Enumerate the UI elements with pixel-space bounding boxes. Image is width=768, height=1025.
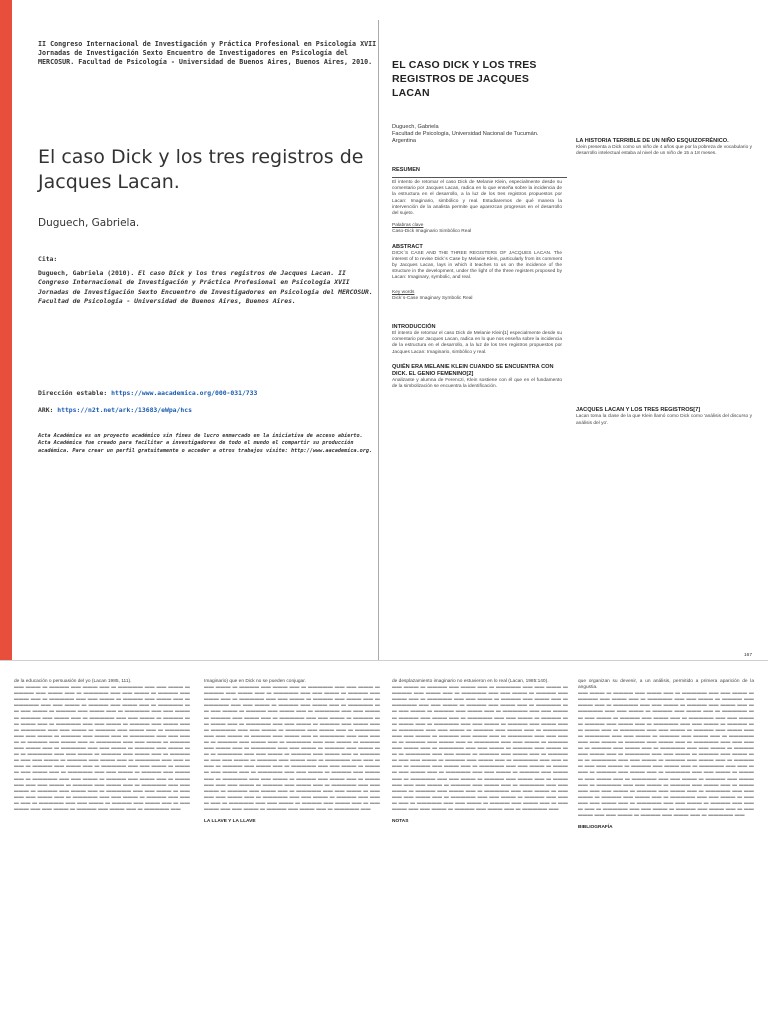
historia-heading: LA HISTORIA TERRIBLE DE UN NIÑO ESQUIZOFRÉNICO. — [576, 138, 729, 144]
citation-body: El caso Dick y los tres registros de Jacques Lacan. II Congreso Internacional de Investigación y Práctica Profesional en Psicología XVII Jornadas de Investigación Sexto Encuentro de Investigadores en Psicología del MERCOSUR. Facultad de Psicología - Universidad de Buenos Aires, Buenos Aires. — [38, 268, 373, 305]
article-column-left — [392, 58, 562, 390]
jacques-text: Lacan toma la clase de la que Klein llamó como Dick como 'análisis del discurso y análisis del yo'. — [576, 414, 752, 426]
palabras-clave-heading: Palabras clave — [392, 223, 424, 229]
col4-filler: ▬▬ ▬▬▬ ▬ ▬▬▬▬ ▬▬ ▬▬▬ ▬▬ ▬ ▬▬▬▬▬ ▬▬ ▬▬ ▬▬▬ ▬ ▬▬▬▬ ▬▬ ▬▬▬ ▬▬ ▬ ▬▬▬▬▬ ▬▬ ▬▬ ▬▬▬ ▬ ▬▬▬▬ ▬▬ ▬▬▬ ▬▬ ▬ ▬▬▬▬▬ ▬▬ ▬▬ ▬▬▬ ▬ ▬▬▬▬ ▬▬ ▬▬▬ ▬▬ ▬ ▬▬▬▬▬ ▬▬ ▬▬ ▬▬▬ ▬ ▬▬▬▬ ▬▬ ▬▬▬ ▬▬ ▬ ▬▬▬▬▬ ▬▬ ▬▬ ▬▬▬ ▬ ▬▬▬▬ ▬▬ ▬▬▬ ▬▬ ▬ ▬▬▬▬▬ ▬▬ ▬▬ ▬▬▬ ▬ ▬▬▬▬ ▬▬ ▬▬▬ ▬▬ ▬ ▬▬▬▬▬ ▬▬ ▬▬ ▬▬▬ ▬ ▬▬▬▬ ▬▬ ▬▬▬ ▬▬ ▬ ▬▬▬▬▬ ▬▬ ▬▬ ▬▬▬ ▬ ▬▬▬▬ ▬▬ ▬▬▬ ▬▬ ▬ ▬▬▬▬▬ ▬▬ ▬▬ ▬▬▬ ▬ ▬▬▬▬ ▬▬ ▬▬▬ ▬▬ ▬ ▬▬▬▬▬ ▬▬ ▬▬ ▬▬▬ ▬ ▬▬▬▬ ▬▬ ▬▬▬ ▬▬ ▬ ▬▬▬▬▬ ▬▬ ▬▬ ▬▬▬ ▬ ▬▬▬▬ ▬▬ ▬▬▬ ▬▬ ▬ ▬▬▬▬▬ ▬▬ ▬▬ ▬▬▬ ▬ ▬▬▬▬ ▬▬ ▬▬▬ ▬▬ ▬ ▬▬▬▬▬ ▬▬ ▬▬ ▬▬▬ ▬ ▬▬▬▬ ▬▬ ▬▬▬ ▬▬ ▬ ▬▬▬▬▬ ▬▬ ▬▬ ▬▬▬ ▬ ▬▬▬▬ ▬▬ ▬▬▬ ▬▬ ▬ ▬▬▬▬▬ ▬▬ ▬▬ ▬▬▬ ▬ ▬▬▬▬ ▬▬ ▬▬▬ ▬▬ ▬ ▬▬▬▬▬ ▬▬ ▬▬ ▬▬▬ ▬ ▬▬▬▬ ▬▬ ▬▬▬ ▬▬ ▬ ▬▬▬▬▬ ▬▬ ▬▬ ▬▬▬ ▬ ▬▬▬▬ ▬▬ ▬▬▬ ▬▬ ▬ ▬▬▬▬▬ ▬▬ ▬▬ ▬▬▬ ▬ ▬▬▬▬ ▬▬ ▬▬▬ ▬▬ ▬ ▬▬▬▬▬ ▬▬ ▬▬ ▬▬▬ ▬ ▬▬▬▬ ▬▬ ▬▬▬ ▬▬ ▬ ▬▬▬▬▬ ▬▬ ▬▬ ▬▬▬ ▬ ▬▬▬▬ ▬▬ ▬▬▬ ▬▬ ▬ ▬▬▬▬▬ ▬▬ ▬▬ ▬▬▬ ▬ ▬▬▬▬ ▬▬ ▬▬▬ ▬▬ ▬ ▬▬▬▬▬ ▬▬ ▬▬ ▬▬▬ ▬ ▬▬▬▬ ▬▬ ▬▬▬ ▬▬ ▬ ▬▬▬▬▬ ▬▬ ▬▬ ▬▬▬ ▬ ▬▬▬▬ ▬▬ ▬▬▬ ▬▬ ▬ ▬▬▬▬▬ ▬▬ ▬▬ ▬▬▬ ▬ ▬▬▬▬ ▬▬ ▬▬▬ ▬▬ ▬ ▬▬▬▬▬ ▬▬ ▬▬ ▬▬▬ ▬ ▬▬▬▬ ▬▬ ▬▬▬ ▬▬ ▬ ▬▬▬▬▬ ▬▬ — [578, 691, 754, 819]
abstract-text: DICK´S CASE AND THE THREE REGISTERS OF JACQUES LACAN. The interest of to revise Dick´s Case by Melanie Klein, particularly from its comment by Jacques Lacan, lays in which it teaches to us on the incidence of the structure in the development, under the light of the three registers proposed by Lacan: Imaginary, symbolic, and real. — [392, 250, 562, 281]
llave-heading: LA LLAVE Y LA LLAVE — [204, 819, 256, 825]
stable-links — [38, 385, 378, 419]
page-number: 167 — [744, 653, 753, 658]
col2-text: Imaginario) que en Dick no se pueden conjugar. — [204, 679, 306, 684]
col1-text: de la educación o persuasión del yo (Lacan 1985, 111). — [14, 679, 132, 684]
ark-link[interactable]: https://n2t.net/ark:/13683/eWpa/hcs — [57, 405, 192, 414]
resumen-text: El intento de retomar el caso Dick de Melanie Klein, especialmente desde su comentario por Jacques Lacan, radica en lo que enseña sobre la incidencia de la estructura en el desarrollo, a la luz de los tres registros propuestos por Lacan: Imaginario, simbólico y real. Estudiaremos de qué manera la intervención de la analista permite que aparezcan progresos en el desarrollo del sujeto. — [392, 180, 562, 217]
body-column-4 — [578, 679, 754, 831]
congress-info: II Congreso Internacional de Investigación y Práctica Profesional en Psicología XVII Jornadas de Investigación Sexto Encuentro de Investigadores en Psicología del MERCOSUR. Facultad de Psicología - Universidad de Buenos Aires, Buenos Aires, 2010. — [38, 40, 377, 66]
notas-heading: NOTAS — [392, 819, 409, 825]
keywords-heading: Key words — [392, 289, 415, 295]
acta-note: Acta Académica es un proyecto académico sin fines de lucro enmarcado en la iniciativa de acceso abierto. Acta Académica fue creado para facilitar a investigadores de todo el mundo el compartir su producción académica. Para crear un perfil gratuitamente o acceder a otros trabajos visite: http://www.aacademica.org. — [38, 432, 373, 454]
divider — [392, 177, 567, 178]
palabras-clave: Caso-Dick Imaginario Simbólico Real — [392, 229, 472, 235]
direccion-link[interactable]: https://www.aacademica.org/000-031/733 — [111, 388, 258, 397]
second-page — [0, 660, 768, 1025]
col3-text: de desplazamiento imaginario no estuvieron en lo real (Lacan, 1985:140). — [392, 679, 549, 684]
cover-title: El caso Dick y los tres registros de Jacques Lacan. — [38, 146, 364, 193]
keywords: Dick´s-Case Imaginary Symbolic Real — [392, 295, 473, 301]
body-column-2 — [204, 679, 380, 825]
resumen-heading: RESUMEN — [392, 167, 420, 173]
cover-sheet — [38, 20, 379, 660]
abstract-heading: ABSTRACT — [392, 243, 423, 250]
col1-filler: ▬▬ ▬▬▬ ▬ ▬▬▬▬ ▬▬ ▬▬▬ ▬▬ ▬ ▬▬▬▬▬ ▬▬ ▬▬ ▬▬▬ ▬ ▬▬▬▬ ▬▬ ▬▬▬ ▬▬ ▬ ▬▬▬▬▬ ▬▬ ▬▬ ▬▬▬ ▬ ▬▬▬▬ ▬▬ ▬▬▬ ▬▬ ▬ ▬▬▬▬▬ ▬▬ ▬▬ ▬▬▬ ▬ ▬▬▬▬ ▬▬ ▬▬▬ ▬▬ ▬ ▬▬▬▬▬ ▬▬ ▬▬ ▬▬▬ ▬ ▬▬▬▬ ▬▬ ▬▬▬ ▬▬ ▬ ▬▬▬▬▬ ▬▬ ▬▬ ▬▬▬ ▬ ▬▬▬▬ ▬▬ ▬▬▬ ▬▬ ▬ ▬▬▬▬▬ ▬▬ ▬▬ ▬▬▬ ▬ ▬▬▬▬ ▬▬ ▬▬▬ ▬▬ ▬ ▬▬▬▬▬ ▬▬ ▬▬ ▬▬▬ ▬ ▬▬▬▬ ▬▬ ▬▬▬ ▬▬ ▬ ▬▬▬▬▬ ▬▬ ▬▬ ▬▬▬ ▬ ▬▬▬▬ ▬▬ ▬▬▬ ▬▬ ▬ ▬▬▬▬▬ ▬▬ ▬▬ ▬▬▬ ▬ ▬▬▬▬ ▬▬ ▬▬▬ ▬▬ ▬ ▬▬▬▬▬ ▬▬ ▬▬ ▬▬▬ ▬ ▬▬▬▬ ▬▬ ▬▬▬ ▬▬ ▬ ▬▬▬▬▬ ▬▬ ▬▬ ▬▬▬ ▬ ▬▬▬▬ ▬▬ ▬▬▬ ▬▬ ▬ ▬▬▬▬▬ ▬▬ ▬▬ ▬▬▬ ▬ ▬▬▬▬ ▬▬ ▬▬▬ ▬▬ ▬ ▬▬▬▬▬ ▬▬ ▬▬ ▬▬▬ ▬ ▬▬▬▬ ▬▬ ▬▬▬ ▬▬ ▬ ▬▬▬▬▬ ▬▬ ▬▬ ▬▬▬ ▬ ▬▬▬▬ ▬▬ ▬▬▬ ▬▬ ▬ ▬▬▬▬▬ ▬▬ ▬▬ ▬▬▬ ▬ ▬▬▬▬ ▬▬ ▬▬▬ ▬▬ ▬ ▬▬▬▬▬ ▬▬ ▬▬ ▬▬▬ ▬ ▬▬▬▬ ▬▬ ▬▬▬ ▬▬ ▬ ▬▬▬▬▬ ▬▬ ▬▬ ▬▬▬ ▬ ▬▬▬▬ ▬▬ ▬▬▬ ▬▬ ▬ ▬▬▬▬▬ ▬▬ ▬▬ ▬▬▬ ▬ ▬▬▬▬ ▬▬ ▬▬▬ ▬▬ ▬ ▬▬▬▬▬ ▬▬ ▬▬ ▬▬▬ ▬ ▬▬▬▬ ▬▬ ▬▬▬ ▬▬ ▬ ▬▬▬▬▬ ▬▬ ▬▬ ▬▬▬ ▬ ▬▬▬▬ ▬▬ ▬▬▬ ▬▬ ▬ ▬▬▬▬▬ ▬▬ ▬▬ ▬▬▬ ▬ ▬▬▬▬ ▬▬ ▬▬▬ ▬▬ ▬ ▬▬▬▬▬ ▬▬ ▬▬ ▬▬▬ ▬ ▬▬▬▬ ▬▬ ▬▬▬ ▬▬ ▬ ▬▬▬▬▬ ▬▬ ▬▬ ▬▬▬ ▬ ▬▬▬▬ ▬▬ ▬▬▬ ▬▬ ▬ ▬▬▬▬▬ ▬▬ ▬▬ ▬▬▬ ▬ ▬▬▬▬ ▬▬ ▬▬▬ ▬▬ ▬ ▬▬▬▬▬ ▬▬ ▬▬ ▬▬▬ ▬ ▬▬▬▬ ▬▬ ▬▬▬ ▬▬ ▬ ▬▬▬▬▬ ▬▬ — [14, 685, 190, 812]
body-column-3 — [392, 679, 568, 825]
author-name: Duguech, Gabriela — [392, 124, 439, 130]
cover-author: Duguech, Gabriela. — [38, 217, 140, 229]
accent-bar — [0, 0, 12, 660]
col2-filler: ▬▬ ▬▬▬ ▬ ▬▬▬▬ ▬▬ ▬▬▬ ▬▬ ▬ ▬▬▬▬▬ ▬▬ ▬▬ ▬▬▬ ▬ ▬▬▬▬ ▬▬ ▬▬▬ ▬▬ ▬ ▬▬▬▬▬ ▬▬ ▬▬ ▬▬▬ ▬ ▬▬▬▬ ▬▬ ▬▬▬ ▬▬ ▬ ▬▬▬▬▬ ▬▬ ▬▬ ▬▬▬ ▬ ▬▬▬▬ ▬▬ ▬▬▬ ▬▬ ▬ ▬▬▬▬▬ ▬▬ ▬▬ ▬▬▬ ▬ ▬▬▬▬ ▬▬ ▬▬▬ ▬▬ ▬ ▬▬▬▬▬ ▬▬ ▬▬ ▬▬▬ ▬ ▬▬▬▬ ▬▬ ▬▬▬ ▬▬ ▬ ▬▬▬▬▬ ▬▬ ▬▬ ▬▬▬ ▬ ▬▬▬▬ ▬▬ ▬▬▬ ▬▬ ▬ ▬▬▬▬▬ ▬▬ ▬▬ ▬▬▬ ▬ ▬▬▬▬ ▬▬ ▬▬▬ ▬▬ ▬ ▬▬▬▬▬ ▬▬ ▬▬ ▬▬▬ ▬ ▬▬▬▬ ▬▬ ▬▬▬ ▬▬ ▬ ▬▬▬▬▬ ▬▬ ▬▬ ▬▬▬ ▬ ▬▬▬▬ ▬▬ ▬▬▬ ▬▬ ▬ ▬▬▬▬▬ ▬▬ ▬▬ ▬▬▬ ▬ ▬▬▬▬ ▬▬ ▬▬▬ ▬▬ ▬ ▬▬▬▬▬ ▬▬ ▬▬ ▬▬▬ ▬ ▬▬▬▬ ▬▬ ▬▬▬ ▬▬ ▬ ▬▬▬▬▬ ▬▬ ▬▬ ▬▬▬ ▬ ▬▬▬▬ ▬▬ ▬▬▬ ▬▬ ▬ ▬▬▬▬▬ ▬▬ ▬▬ ▬▬▬ ▬ ▬▬▬▬ ▬▬ ▬▬▬ ▬▬ ▬ ▬▬▬▬▬ ▬▬ ▬▬ ▬▬▬ ▬ ▬▬▬▬ ▬▬ ▬▬▬ ▬▬ ▬ ▬▬▬▬▬ ▬▬ ▬▬ ▬▬▬ ▬ ▬▬▬▬ ▬▬ ▬▬▬ ▬▬ ▬ ▬▬▬▬▬ ▬▬ ▬▬ ▬▬▬ ▬ ▬▬▬▬ ▬▬ ▬▬▬ ▬▬ ▬ ▬▬▬▬▬ ▬▬ ▬▬ ▬▬▬ ▬ ▬▬▬▬ ▬▬ ▬▬▬ ▬▬ ▬ ▬▬▬▬▬ ▬▬ ▬▬ ▬▬▬ ▬ ▬▬▬▬ ▬▬ ▬▬▬ ▬▬ ▬ ▬▬▬▬▬ ▬▬ ▬▬ ▬▬▬ ▬ ▬▬▬▬ ▬▬ ▬▬▬ ▬▬ ▬ ▬▬▬▬▬ ▬▬ ▬▬ ▬▬▬ ▬ ▬▬▬▬ ▬▬ ▬▬▬ ▬▬ ▬ ▬▬▬▬▬ ▬▬ ▬▬ ▬▬▬ ▬ ▬▬▬▬ ▬▬ ▬▬▬ ▬▬ ▬ ▬▬▬▬▬ ▬▬ ▬▬ ▬▬▬ ▬ ▬▬▬▬ ▬▬ ▬▬▬ ▬▬ ▬ ▬▬▬▬▬ ▬▬ ▬▬ ▬▬▬ ▬ ▬▬▬▬ ▬▬ ▬▬▬ ▬▬ ▬ ▬▬▬▬▬ ▬▬ ▬▬ ▬▬▬ ▬ ▬▬▬▬ ▬▬ ▬▬▬ ▬▬ ▬ ▬▬▬▬▬ ▬▬ ▬▬ ▬▬▬ ▬ ▬▬▬▬ ▬▬ ▬▬▬ ▬▬ ▬ ▬▬▬▬▬ ▬▬ — [204, 685, 380, 812]
intro-text: El intento de retomar el caso Dick de Melanie Klein[1] especialmente desde su comentario por Jacques Lacan, radica en lo que nos enseña sobre la incidencia de la estructura en el desarrollo, a la luz de los tres registros propuestos por Jacques Lacan: Imaginario, simbólico y real. — [392, 331, 562, 355]
col3-filler: ▬▬ ▬▬▬ ▬ ▬▬▬▬ ▬▬ ▬▬▬ ▬▬ ▬ ▬▬▬▬▬ ▬▬ ▬▬ ▬▬▬ ▬ ▬▬▬▬ ▬▬ ▬▬▬ ▬▬ ▬ ▬▬▬▬▬ ▬▬ ▬▬ ▬▬▬ ▬ ▬▬▬▬ ▬▬ ▬▬▬ ▬▬ ▬ ▬▬▬▬▬ ▬▬ ▬▬ ▬▬▬ ▬ ▬▬▬▬ ▬▬ ▬▬▬ ▬▬ ▬ ▬▬▬▬▬ ▬▬ ▬▬ ▬▬▬ ▬ ▬▬▬▬ ▬▬ ▬▬▬ ▬▬ ▬ ▬▬▬▬▬ ▬▬ ▬▬ ▬▬▬ ▬ ▬▬▬▬ ▬▬ ▬▬▬ ▬▬ ▬ ▬▬▬▬▬ ▬▬ ▬▬ ▬▬▬ ▬ ▬▬▬▬ ▬▬ ▬▬▬ ▬▬ ▬ ▬▬▬▬▬ ▬▬ ▬▬ ▬▬▬ ▬ ▬▬▬▬ ▬▬ ▬▬▬ ▬▬ ▬ ▬▬▬▬▬ ▬▬ ▬▬ ▬▬▬ ▬ ▬▬▬▬ ▬▬ ▬▬▬ ▬▬ ▬ ▬▬▬▬▬ ▬▬ ▬▬ ▬▬▬ ▬ ▬▬▬▬ ▬▬ ▬▬▬ ▬▬ ▬ ▬▬▬▬▬ ▬▬ ▬▬ ▬▬▬ ▬ ▬▬▬▬ ▬▬ ▬▬▬ ▬▬ ▬ ▬▬▬▬▬ ▬▬ ▬▬ ▬▬▬ ▬ ▬▬▬▬ ▬▬ ▬▬▬ ▬▬ ▬ ▬▬▬▬▬ ▬▬ ▬▬ ▬▬▬ ▬ ▬▬▬▬ ▬▬ ▬▬▬ ▬▬ ▬ ▬▬▬▬▬ ▬▬ ▬▬ ▬▬▬ ▬ ▬▬▬▬ ▬▬ ▬▬▬ ▬▬ ▬ ▬▬▬▬▬ ▬▬ ▬▬ ▬▬▬ ▬ ▬▬▬▬ ▬▬ ▬▬▬ ▬▬ ▬ ▬▬▬▬▬ ▬▬ ▬▬ ▬▬▬ ▬ ▬▬▬▬ ▬▬ ▬▬▬ ▬▬ ▬ ▬▬▬▬▬ ▬▬ ▬▬ ▬▬▬ ▬ ▬▬▬▬ ▬▬ ▬▬▬ ▬▬ ▬ ▬▬▬▬▬ ▬▬ ▬▬ ▬▬▬ ▬ ▬▬▬▬ ▬▬ ▬▬▬ ▬▬ ▬ ▬▬▬▬▬ ▬▬ ▬▬ ▬▬▬ ▬ ▬▬▬▬ ▬▬ ▬▬▬ ▬▬ ▬ ▬▬▬▬▬ ▬▬ ▬▬ ▬▬▬ ▬ ▬▬▬▬ ▬▬ ▬▬▬ ▬▬ ▬ ▬▬▬▬▬ ▬▬ ▬▬ ▬▬▬ ▬ ▬▬▬▬ ▬▬ ▬▬▬ ▬▬ ▬ ▬▬▬▬▬ ▬▬ ▬▬ ▬▬▬ ▬ ▬▬▬▬ ▬▬ ▬▬▬ ▬▬ ▬ ▬▬▬▬▬ ▬▬ ▬▬ ▬▬▬ ▬ ▬▬▬▬ ▬▬ ▬▬▬ ▬▬ ▬ ▬▬▬▬▬ ▬▬ ▬▬ ▬▬▬ ▬ ▬▬▬▬ ▬▬ ▬▬▬ ▬▬ ▬ ▬▬▬▬▬ ▬▬ ▬▬ ▬▬▬ ▬ ▬▬▬▬ ▬▬ ▬▬▬ ▬▬ ▬ ▬▬▬▬▬ ▬▬ ▬▬ ▬▬▬ ▬ ▬▬▬▬ ▬▬ ▬▬▬ ▬▬ ▬ ▬▬▬▬▬ ▬▬ — [392, 685, 568, 812]
col4-text: que organizan su devenir, a un análisis, permitido a primera aparición de la angustia. — [578, 679, 754, 691]
citation-label: Cita: — [38, 255, 58, 263]
direccion-label: Dirección estable: — [38, 388, 108, 397]
citation-prefix: Duguech, Gabriela (2010). — [38, 268, 139, 277]
quien-text: Analizante y alumna de Ferenczi, Klein sostiene con él que en el fundamento de la simbolización se encuentra la identificación. — [392, 377, 562, 390]
historia-text: Klein presenta a Dick como un niño de 4 años que por la pobreza de vocabulario y desarrollo intelectual estaba al nivel de un niño de 15 a 18 meses. — [576, 145, 752, 157]
ark-line — [38, 402, 378, 419]
article-title: EL CASO DICK Y LOS TRES REGISTROS DE JACQUES LACAN — [392, 59, 537, 99]
quien-heading: QUIÉN ERA MELANIE KLEIN CUANDO SE ENCUENTRA CON DICK. EL GENIO FEMENINO[2] — [392, 363, 554, 377]
direccion-line — [38, 385, 378, 402]
biblio-heading: BIBLIOGRAFÍA — [578, 825, 613, 831]
author-affiliation: Facultad de Psicología, Universidad Nacional de Tucumán. Argentina — [392, 131, 539, 144]
jacques-heading: JACQUES LACAN Y LOS TRES REGISTROS[7] — [576, 407, 701, 414]
citation — [38, 255, 378, 307]
article-column-right — [576, 58, 752, 427]
article-author — [392, 124, 562, 145]
intro-heading: INTRODUCCIÓN — [392, 324, 436, 331]
ark-label: ARK: — [38, 405, 54, 414]
body-column-1 — [14, 679, 190, 813]
